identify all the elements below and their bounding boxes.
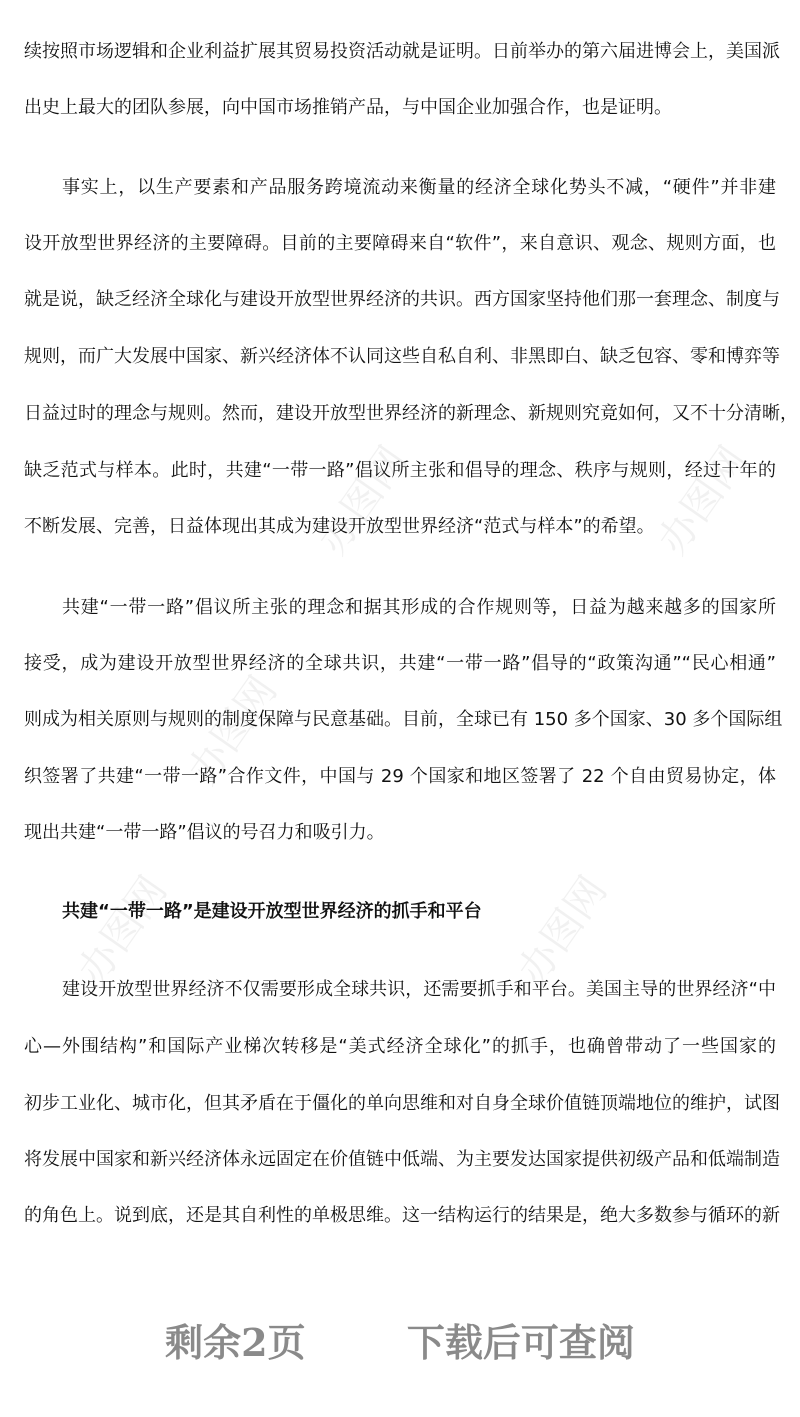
download-to-view-label[interactable]: 下载后可查阅 xyxy=(406,1320,635,1365)
text-line: 出史上最大的团队参展，向中国市场推销产品，与中国企业加强合作，也是证明。 xyxy=(24,97,672,118)
watermark: 办图网 xyxy=(69,868,177,993)
text-line: 现出共建“一带一路”倡议的号召力和吸引力。 xyxy=(24,822,385,843)
download-prompt[interactable] xyxy=(0,1312,800,1367)
text-line: 织签署了共建“一带一路”合作文件，中国与 29 个国家和地区签署了 22 个自由贸易协定，体 xyxy=(24,766,776,787)
remaining-pages-label: 剩余2页 xyxy=(165,1320,306,1365)
watermark: 办图网 xyxy=(509,868,617,993)
watermark: 办图网 xyxy=(179,668,287,793)
text-line: 接受，成为建设开放型世界经济的全球共识，共建“一带一路”倡导的“政策沟通”“民心相通” xyxy=(24,653,776,674)
text-line: 就是说，缺乏经济全球化与建设开放型世界经济的共识。西方国家坚持他们那一套理念、制度与 xyxy=(24,289,780,310)
text-line: 初步工业化、城市化，但其矛盾在于僵化的单向思维和对自身全球价值链顶端地位的维护，试图 xyxy=(24,1093,780,1114)
text-line: 共建“一带一路”倡议所主张的理念和据其形成的合作规则等，日益为越来越多的国家所 xyxy=(62,597,776,618)
watermark: 办图网 xyxy=(649,438,757,563)
text-line: 事实上，以生产要素和产品服务跨境流动来衡量的经济全球化势头不减，“硬件”并非建 xyxy=(62,177,776,198)
text-line: 续按照市场逻辑和企业利益扩展其贸易投资活动就是证明。日前举办的第六届进博会上，美国派 xyxy=(24,41,780,62)
text-line: 缺乏范式与样本。此时，共建“一带一路”倡议所主张和倡导的理念、秩序与规则，经过十年的 xyxy=(24,460,776,481)
text-line: 建设开放型世界经济不仅需要形成全球共识，还需要抓手和平台。美国主导的世界经济“中 xyxy=(62,979,776,1000)
text-line: 规则，而广大发展中国家、新兴经济体不认同这些自私自利、非黑即白、缺乏包容、零和博弈等 xyxy=(24,346,780,367)
text-line: 的角色上。说到底，还是其自利性的单极思维。这一结构运行的结果是，绝大多数参与循环的新 xyxy=(24,1205,780,1226)
text-line: 心—外围结构”和国际产业梯次转移是“美式经济全球化”的抓手，也确曾带动了一些国家的 xyxy=(24,1036,776,1057)
text-line: 日益过时的理念与规则。然而，建设开放型世界经济的新理念、新规则究竟如何，又不十分清晰， xyxy=(24,403,798,424)
text-line: 则成为相关原则与规则的制度保障与民意基础。目前，全球已有 150 多个国家、30 多个国际组 xyxy=(24,709,783,730)
watermark: 办图网 xyxy=(309,438,417,563)
text-line: 将发展中国家和新兴经济体永远固定在价值链中低端、为主要发达国家提供初级产品和低端制造 xyxy=(24,1149,780,1170)
text-line: 不断发展、完善，日益体现出其成为建设开放型世界经济“范式与样本”的希望。 xyxy=(24,516,655,537)
text-line: 设开放型世界经济的主要障碍。目前的主要障碍来自“软件”，来自意识、观念、规则方面，也 xyxy=(24,233,776,254)
section-heading: 共建“一带一路”是建设开放型世界经济的抓手和平台 xyxy=(62,901,482,922)
